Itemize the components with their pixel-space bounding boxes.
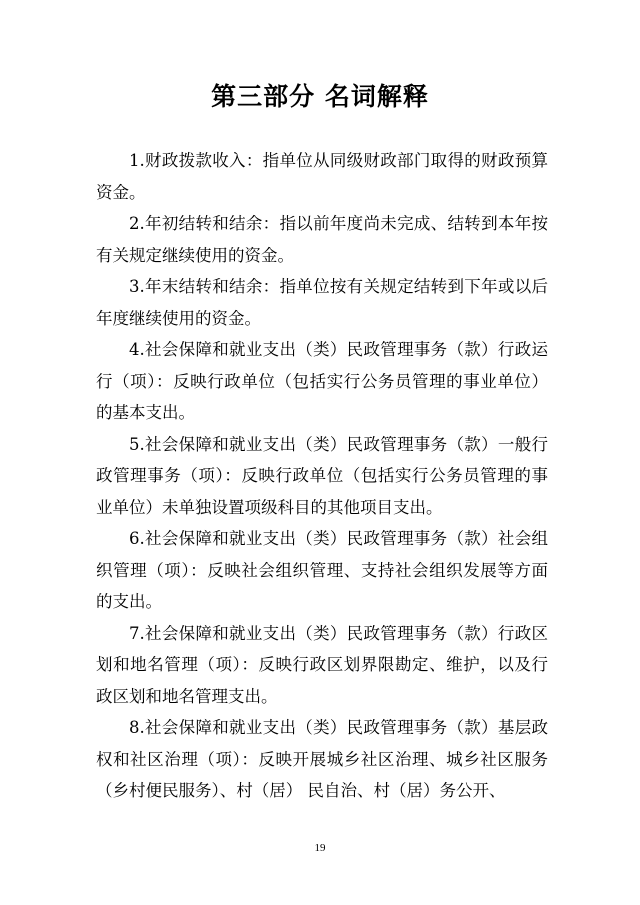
paragraph-4: 4.社会保障和就业支出（类）民政管理事务（款）行政运行（项）：反映行政单位（包括实行公务员管理的事业单位）的基本支出。 [96, 340, 548, 422]
paragraph-7: 7.社会保障和就业支出（类）民政管理事务（款）行政区划和地名管理（项）：反映行政区划界限勘定、维护，以及行政区划和地名管理支出。 [96, 623, 548, 706]
paragraph-6: 6.社会保障和就业支出（类）民政管理事务（款）社会组织管理（项）：反映社会组织管理、支持社会组织发展等方面的支出。 [96, 529, 548, 611]
paragraph-5: 5.社会保障和就业支出（类）民政管理事务（款）一般行政管理事务（项）：反映行政单位（包括实行公务员管理的事业单位）未单独设置项级科目的其他项目支出。 [96, 434, 548, 517]
paragraph-2: 2.年初结转和结余：指以前年度尚未完成、结转到本年按有关规定继续使用的资金。 [96, 214, 548, 265]
paragraph-1: 1.财政拨款收入：指单位从同级财政部门取得的财政预算资金。 [96, 151, 548, 202]
paragraph-3: 3.年末结转和结余：指单位按有关规定结转到下年或以后年度继续使用的资金。 [96, 277, 548, 328]
page-title: 第三部分 名词解释 [211, 82, 429, 111]
paragraph-8: 8.社会保障和就业支出（类）民政管理事务（款）基层政权和社区治理（项）：反映开展城乡社区治理、城乡社区服务（乡村便民服务）、村（居） 民自治、村（居）务公开、 [96, 718, 548, 800]
page-number: 19 [314, 842, 326, 854]
document-body [96, 145, 548, 807]
